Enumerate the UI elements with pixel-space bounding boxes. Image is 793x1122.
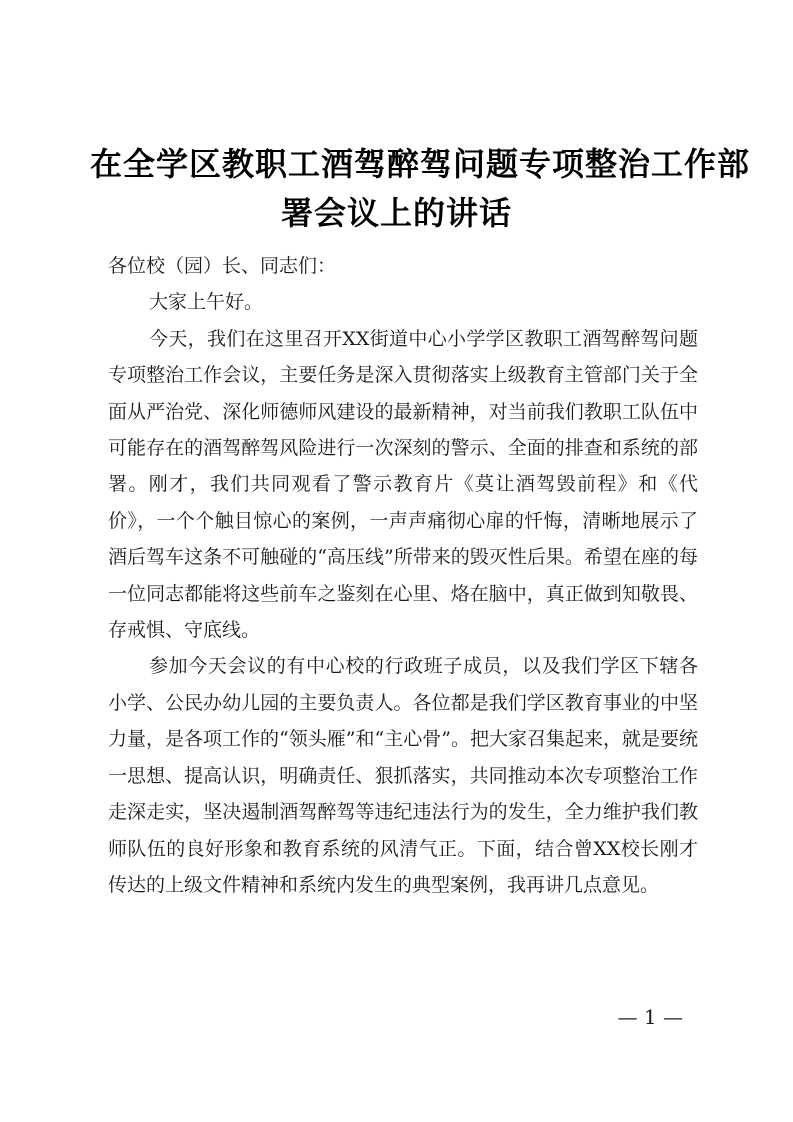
paragraph-greeting: 大家上午好。 xyxy=(149,291,264,314)
paragraph-meeting-purpose: 今天，我们在这里召开XX街道中心小学学区教职工酒驾醉驾问题专项整治工作会议，主要任务是深入贯彻落实上级教育主管部门关于全面从严治党、深化师德师风建设的最新精神，对当前我们教职工队伍中可能存在的酒驾醉驾风险进行一次深刻的警示、全面的排查和系统的部署。刚才，我们共同观看了警示教育片《莫让酒驾毁前程》和《代价》，一个个触目惊心的案例，一声声痛彻心扉的忏悔，清晰地展示了酒后驾车这条不可触碰的“高压线”所带来的毁灭性后果。希望在座的每一位同志都能将这些前车之鉴刻在心里、烙在脑中，真正做到知敬畏、存戒惧、守底线。 xyxy=(108,327,698,642)
title-line-1: 在全学区教职工酒驾醉驾问题专项整治工作部 xyxy=(90,145,751,183)
paragraph-attendees: 参加今天会议的有中心校的行政班子成员，以及我们学区下辖各小学、公民办幼儿园的主要负责人。各位都是我们学区教育事业的中坚力量，是各项工作的“领头雁”和“主心骨”。把大家召集起来，就是要统一思想、提高认识，明确责任、狠抓落实，共同推动本次专项整治工作走深走实，坚决遏制酒驾醉驾等违纪违法行为的发生，全力维护我们教师队伍的良好形象和教育系统的风清气正。下面，结合曾XX校长刚才传达的上级文件精神和系统内发生的典型案例，我再讲几点意见。 xyxy=(108,655,698,896)
page-number: — 1 — xyxy=(617,1005,683,1029)
document-body xyxy=(108,248,698,903)
title-line-2: 署会议上的讲话 xyxy=(280,194,512,232)
salutation: 各位校（园）长、同志们： xyxy=(108,255,337,277)
document-title xyxy=(90,140,751,238)
